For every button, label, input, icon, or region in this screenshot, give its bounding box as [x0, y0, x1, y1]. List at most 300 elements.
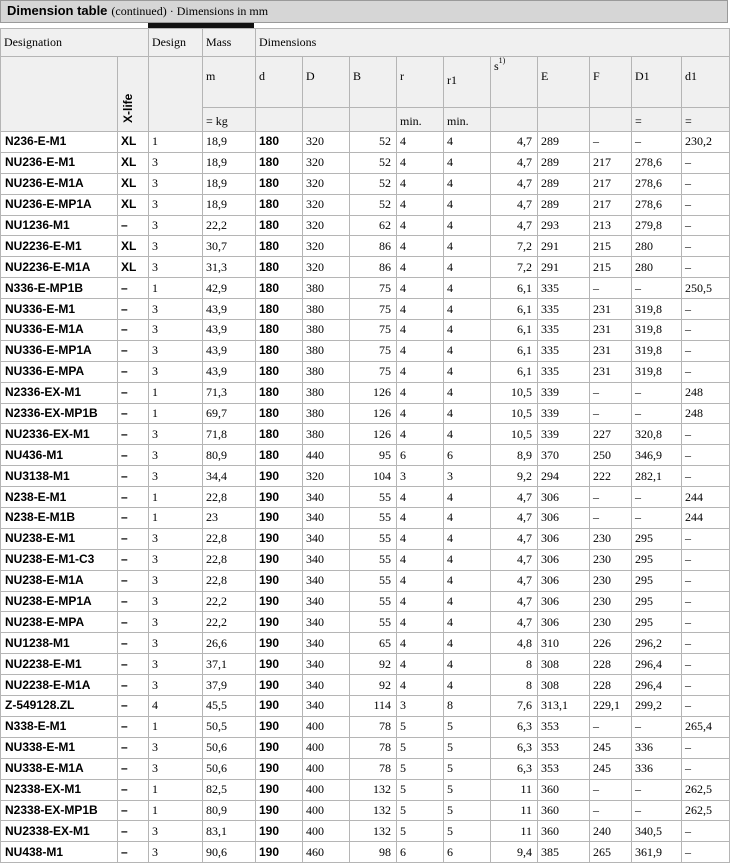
cell-outer-D: 380 [303, 340, 350, 361]
cell-E: 335 [538, 340, 590, 361]
cell-design: 1 [149, 278, 203, 299]
cell-r1-min: 4 [444, 236, 491, 257]
cell-design: 3 [149, 466, 203, 487]
table-row [1, 424, 730, 445]
table-title [7, 3, 268, 19]
cell-d1: 248 [682, 403, 730, 424]
cell-designation: NU436-M1 [1, 445, 118, 466]
table-row [1, 779, 730, 800]
cell-E: 306 [538, 591, 590, 612]
cell-r1-min: 4 [444, 424, 491, 445]
cell-design: 3 [149, 340, 203, 361]
cell-d: 180 [256, 299, 303, 320]
cell-s: 4,7 [491, 612, 538, 633]
cell-d: 190 [256, 612, 303, 633]
cell-r-min: 4 [397, 236, 444, 257]
table-row [1, 173, 730, 194]
cell-E: 293 [538, 215, 590, 236]
cell-width-B: 55 [350, 570, 397, 591]
cell-d1: – [682, 612, 730, 633]
cell-E: 289 [538, 132, 590, 153]
cell-outer-D: 400 [303, 800, 350, 821]
cell-designation: NU236-E-M1 [1, 152, 118, 173]
cell-designation: NU2236-E-M1A [1, 257, 118, 278]
cell-E: 313,1 [538, 696, 590, 717]
cell-mass: 22,2 [203, 612, 256, 633]
cell-d: 190 [256, 487, 303, 508]
cell-r1-min: 4 [444, 340, 491, 361]
cell-F: 217 [590, 194, 632, 215]
table-row [1, 633, 730, 654]
cell-outer-D: 380 [303, 424, 350, 445]
cell-d: 180 [256, 132, 303, 153]
cell-D1: 320,8 [632, 424, 682, 445]
cell-xlife: XL [118, 236, 149, 257]
header-dimensions: Dimensions [256, 29, 730, 57]
cell-r-min: 4 [397, 675, 444, 696]
cell-r-min: 6 [397, 445, 444, 466]
cell-mass: 18,9 [203, 132, 256, 153]
cell-mass: 43,9 [203, 299, 256, 320]
cell-designation: Z-549128.ZL [1, 696, 118, 717]
table-row [1, 821, 730, 842]
cell-E: 306 [538, 508, 590, 529]
cell-xlife: – [118, 320, 149, 341]
cell-xlife: XL [118, 132, 149, 153]
cell-designation: N336-E-MP1B [1, 278, 118, 299]
cell-r1-min: 4 [444, 675, 491, 696]
cell-E: 291 [538, 257, 590, 278]
cell-r1-min: 4 [444, 612, 491, 633]
cell-d1: – [682, 152, 730, 173]
cell-E: 360 [538, 821, 590, 842]
cell-E: 353 [538, 758, 590, 779]
table-row [1, 570, 730, 591]
cell-width-B: 95 [350, 445, 397, 466]
cell-d1: – [682, 236, 730, 257]
cell-r1-min: 4 [444, 173, 491, 194]
cell-width-B: 132 [350, 779, 397, 800]
cell-D1: 361,9 [632, 842, 682, 863]
cell-s: 4,7 [491, 570, 538, 591]
cell-d1: 250,5 [682, 278, 730, 299]
cell-outer-D: 320 [303, 466, 350, 487]
cell-design: 3 [149, 654, 203, 675]
cell-D1: 319,8 [632, 340, 682, 361]
cell-width-B: 55 [350, 549, 397, 570]
cell-F: – [590, 800, 632, 821]
cell-mass: 45,5 [203, 696, 256, 717]
cell-s: 4,8 [491, 633, 538, 654]
cell-designation: NU2238-E-M1 [1, 654, 118, 675]
cell-outer-D: 400 [303, 716, 350, 737]
cell-outer-D: 380 [303, 278, 350, 299]
cell-width-B: 126 [350, 382, 397, 403]
cell-r-min: 4 [397, 257, 444, 278]
cell-d: 190 [256, 675, 303, 696]
table-body [1, 132, 730, 863]
cell-outer-D: 340 [303, 612, 350, 633]
cell-E: 335 [538, 278, 590, 299]
cell-s: 6,3 [491, 716, 538, 737]
cell-outer-D: 340 [303, 549, 350, 570]
cell-D1: – [632, 487, 682, 508]
cell-F: 265 [590, 842, 632, 863]
header-D-unit [303, 108, 350, 132]
cell-design: 3 [149, 821, 203, 842]
cell-r-min: 4 [397, 152, 444, 173]
cell-r-min: 4 [397, 528, 444, 549]
cell-d1: – [682, 340, 730, 361]
table-row [1, 654, 730, 675]
header-D: D [303, 57, 350, 108]
cell-d1: – [682, 257, 730, 278]
cell-r-min: 4 [397, 424, 444, 445]
cell-D1: 295 [632, 570, 682, 591]
header-B-unit [350, 108, 397, 132]
cell-r1-min: 4 [444, 194, 491, 215]
cell-F: – [590, 716, 632, 737]
cell-design: 3 [149, 737, 203, 758]
cell-mass: 80,9 [203, 800, 256, 821]
cell-width-B: 126 [350, 403, 397, 424]
table-row [1, 508, 730, 529]
cell-r1-min: 5 [444, 800, 491, 821]
header-r1: r1 [444, 57, 491, 108]
cell-r-min: 4 [397, 361, 444, 382]
cell-F: 230 [590, 528, 632, 549]
cell-design: 1 [149, 382, 203, 403]
table-row [1, 340, 730, 361]
header-m-unit: = kg [203, 108, 256, 132]
cell-width-B: 52 [350, 173, 397, 194]
cell-designation: N338-E-M1 [1, 716, 118, 737]
cell-r-min: 5 [397, 821, 444, 842]
cell-E: 306 [538, 549, 590, 570]
cell-xlife: – [118, 382, 149, 403]
cell-d: 190 [256, 549, 303, 570]
cell-s: 8 [491, 675, 538, 696]
cell-D1: 280 [632, 236, 682, 257]
table-row [1, 236, 730, 257]
header-D1-unit: = [632, 108, 682, 132]
header-E: E [538, 57, 590, 108]
table-row [1, 675, 730, 696]
cell-E: 339 [538, 403, 590, 424]
cell-d1: – [682, 654, 730, 675]
cell-r1-min: 4 [444, 570, 491, 591]
cell-designation: NU438-M1 [1, 842, 118, 863]
cell-r-min: 4 [397, 382, 444, 403]
cell-design: 4 [149, 696, 203, 717]
cell-xlife: – [118, 675, 149, 696]
cell-r1-min: 4 [444, 508, 491, 529]
cell-mass: 22,2 [203, 215, 256, 236]
cell-d: 190 [256, 842, 303, 863]
cell-F: 231 [590, 340, 632, 361]
cell-outer-D: 400 [303, 821, 350, 842]
header-design: Design [149, 29, 203, 57]
cell-s: 4,7 [491, 591, 538, 612]
cell-mass: 18,9 [203, 194, 256, 215]
cell-d1: – [682, 445, 730, 466]
cell-E: 335 [538, 361, 590, 382]
cell-design: 3 [149, 549, 203, 570]
table-row [1, 320, 730, 341]
cell-designation: N2338-EX-MP1B [1, 800, 118, 821]
cell-mass: 23 [203, 508, 256, 529]
cell-r-min: 5 [397, 800, 444, 821]
cell-d1: 262,5 [682, 800, 730, 821]
cell-width-B: 65 [350, 633, 397, 654]
cell-s: 9,2 [491, 466, 538, 487]
cell-d: 180 [256, 152, 303, 173]
cell-d1: – [682, 361, 730, 382]
cell-d1: – [682, 528, 730, 549]
cell-D1: – [632, 278, 682, 299]
cell-width-B: 75 [350, 320, 397, 341]
cell-F: – [590, 278, 632, 299]
cell-outer-D: 380 [303, 320, 350, 341]
cell-xlife: – [118, 487, 149, 508]
cell-D1: – [632, 779, 682, 800]
cell-F: 215 [590, 236, 632, 257]
cell-d: 180 [256, 278, 303, 299]
cell-xlife: – [118, 591, 149, 612]
cell-width-B: 52 [350, 194, 397, 215]
cell-mass: 69,7 [203, 403, 256, 424]
cell-d: 190 [256, 570, 303, 591]
cell-r-min: 4 [397, 299, 444, 320]
cell-width-B: 75 [350, 299, 397, 320]
cell-xlife: – [118, 215, 149, 236]
cell-width-B: 86 [350, 236, 397, 257]
cell-r-min: 6 [397, 842, 444, 863]
cell-E: 308 [538, 675, 590, 696]
cell-width-B: 62 [350, 215, 397, 236]
cell-designation: NU2338-EX-M1 [1, 821, 118, 842]
cell-outer-D: 340 [303, 591, 350, 612]
header-D1: D1 [632, 57, 682, 108]
cell-d1: – [682, 299, 730, 320]
cell-outer-D: 380 [303, 361, 350, 382]
header-s-label: s [494, 59, 499, 73]
table-row [1, 612, 730, 633]
cell-d: 180 [256, 403, 303, 424]
table-row [1, 382, 730, 403]
cell-mass: 50,5 [203, 716, 256, 737]
cell-s: 6,1 [491, 361, 538, 382]
cell-F: 230 [590, 591, 632, 612]
cell-design: 1 [149, 403, 203, 424]
table-row [1, 696, 730, 717]
cell-designation: NU1238-M1 [1, 633, 118, 654]
cell-outer-D: 340 [303, 508, 350, 529]
cell-r1-min: 4 [444, 278, 491, 299]
cell-D1: 340,5 [632, 821, 682, 842]
cell-xlife: – [118, 340, 149, 361]
cell-designation: NU236-E-M1A [1, 173, 118, 194]
cell-D1: 299,2 [632, 696, 682, 717]
cell-mass: 90,6 [203, 842, 256, 863]
cell-s: 11 [491, 779, 538, 800]
cell-design: 1 [149, 716, 203, 737]
cell-design: 3 [149, 675, 203, 696]
header-F: F [590, 57, 632, 108]
cell-xlife: – [118, 696, 149, 717]
cell-s: 4,7 [491, 528, 538, 549]
cell-r-min: 5 [397, 779, 444, 800]
cell-width-B: 75 [350, 278, 397, 299]
cell-s: 4,7 [491, 508, 538, 529]
cell-mass: 22,8 [203, 570, 256, 591]
cell-outer-D: 340 [303, 528, 350, 549]
cell-outer-D: 340 [303, 570, 350, 591]
cell-design: 3 [149, 445, 203, 466]
cell-F: 217 [590, 152, 632, 173]
cell-E: 370 [538, 445, 590, 466]
cell-F: 228 [590, 654, 632, 675]
cell-s: 8 [491, 654, 538, 675]
cell-d1: – [682, 466, 730, 487]
cell-width-B: 78 [350, 758, 397, 779]
cell-d: 190 [256, 466, 303, 487]
cell-E: 306 [538, 612, 590, 633]
header-mass: Mass [203, 29, 256, 57]
cell-s: 6,3 [491, 737, 538, 758]
cell-xlife: – [118, 842, 149, 863]
cell-F: 217 [590, 173, 632, 194]
cell-d1: – [682, 424, 730, 445]
cell-F: – [590, 779, 632, 800]
cell-width-B: 78 [350, 737, 397, 758]
cell-d1: – [682, 842, 730, 863]
cell-design: 3 [149, 612, 203, 633]
cell-designation: NU3138-M1 [1, 466, 118, 487]
cell-mass: 22,2 [203, 591, 256, 612]
cell-d1: – [682, 758, 730, 779]
table-row [1, 758, 730, 779]
header-s [491, 57, 538, 108]
cell-D1: 296,2 [632, 633, 682, 654]
cell-E: 353 [538, 737, 590, 758]
cell-D1: 282,1 [632, 466, 682, 487]
table-row [1, 194, 730, 215]
cell-F: 250 [590, 445, 632, 466]
cell-d: 180 [256, 236, 303, 257]
cell-d1: – [682, 570, 730, 591]
cell-F: 231 [590, 299, 632, 320]
cell-D1: – [632, 508, 682, 529]
cell-mass: 22,8 [203, 549, 256, 570]
cell-r-min: 3 [397, 696, 444, 717]
cell-r-min: 4 [397, 215, 444, 236]
cell-designation: NU238-E-M1 [1, 528, 118, 549]
cell-mass: 18,9 [203, 152, 256, 173]
cell-outer-D: 320 [303, 132, 350, 153]
cell-xlife: – [118, 821, 149, 842]
cell-D1: 295 [632, 549, 682, 570]
cell-r-min: 3 [397, 466, 444, 487]
cell-F: 228 [590, 675, 632, 696]
cell-s: 4,7 [491, 194, 538, 215]
table-title-main: Dimension table [7, 3, 108, 18]
cell-E: 339 [538, 382, 590, 403]
cell-mass: 37,9 [203, 675, 256, 696]
cell-E: 306 [538, 487, 590, 508]
cell-d1: – [682, 633, 730, 654]
cell-xlife: – [118, 445, 149, 466]
cell-designation: NU338-E-M1A [1, 758, 118, 779]
cell-r-min: 4 [397, 194, 444, 215]
cell-outer-D: 340 [303, 654, 350, 675]
cell-d: 190 [256, 528, 303, 549]
cell-r1-min: 5 [444, 737, 491, 758]
cell-outer-D: 320 [303, 152, 350, 173]
cell-d1: – [682, 549, 730, 570]
header-d-unit [256, 108, 303, 132]
header-row-2 [1, 57, 730, 108]
cell-mass: 18,9 [203, 173, 256, 194]
cell-E: 308 [538, 654, 590, 675]
cell-d: 190 [256, 591, 303, 612]
cell-mass: 43,9 [203, 320, 256, 341]
cell-d: 190 [256, 696, 303, 717]
cell-designation: N2336-EX-MP1B [1, 403, 118, 424]
cell-r1-min: 5 [444, 821, 491, 842]
table-row [1, 257, 730, 278]
cell-xlife: – [118, 779, 149, 800]
cell-F: 215 [590, 257, 632, 278]
cell-design: 1 [149, 487, 203, 508]
table-row [1, 466, 730, 487]
cell-E: 310 [538, 633, 590, 654]
cell-designation: N238-E-M1B [1, 508, 118, 529]
cell-xlife: – [118, 361, 149, 382]
cell-xlife: – [118, 528, 149, 549]
header-d: d [256, 57, 303, 108]
header-F-unit [590, 108, 632, 132]
header-B: B [350, 57, 397, 108]
cell-D1: 319,8 [632, 299, 682, 320]
cell-designation: NU238-E-MPA [1, 612, 118, 633]
cell-xlife: – [118, 654, 149, 675]
header-s-footnote: 1) [498, 56, 506, 65]
cell-F: – [590, 487, 632, 508]
cell-r-min: 4 [397, 570, 444, 591]
cell-outer-D: 460 [303, 842, 350, 863]
cell-d1: 265,4 [682, 716, 730, 737]
cell-r-min: 4 [397, 549, 444, 570]
cell-outer-D: 320 [303, 173, 350, 194]
cell-design: 3 [149, 633, 203, 654]
cell-mass: 22,8 [203, 487, 256, 508]
header-r-unit: min. [397, 108, 444, 132]
cell-d1: – [682, 173, 730, 194]
cell-r-min: 4 [397, 633, 444, 654]
cell-width-B: 75 [350, 340, 397, 361]
cell-s: 11 [491, 821, 538, 842]
cell-xlife: XL [118, 194, 149, 215]
cell-E: 353 [538, 716, 590, 737]
cell-E: 294 [538, 466, 590, 487]
cell-design: 3 [149, 299, 203, 320]
cell-d1: – [682, 675, 730, 696]
cell-xlife: XL [118, 257, 149, 278]
cell-s: 11 [491, 800, 538, 821]
cell-d: 190 [256, 633, 303, 654]
cell-xlife: – [118, 716, 149, 737]
